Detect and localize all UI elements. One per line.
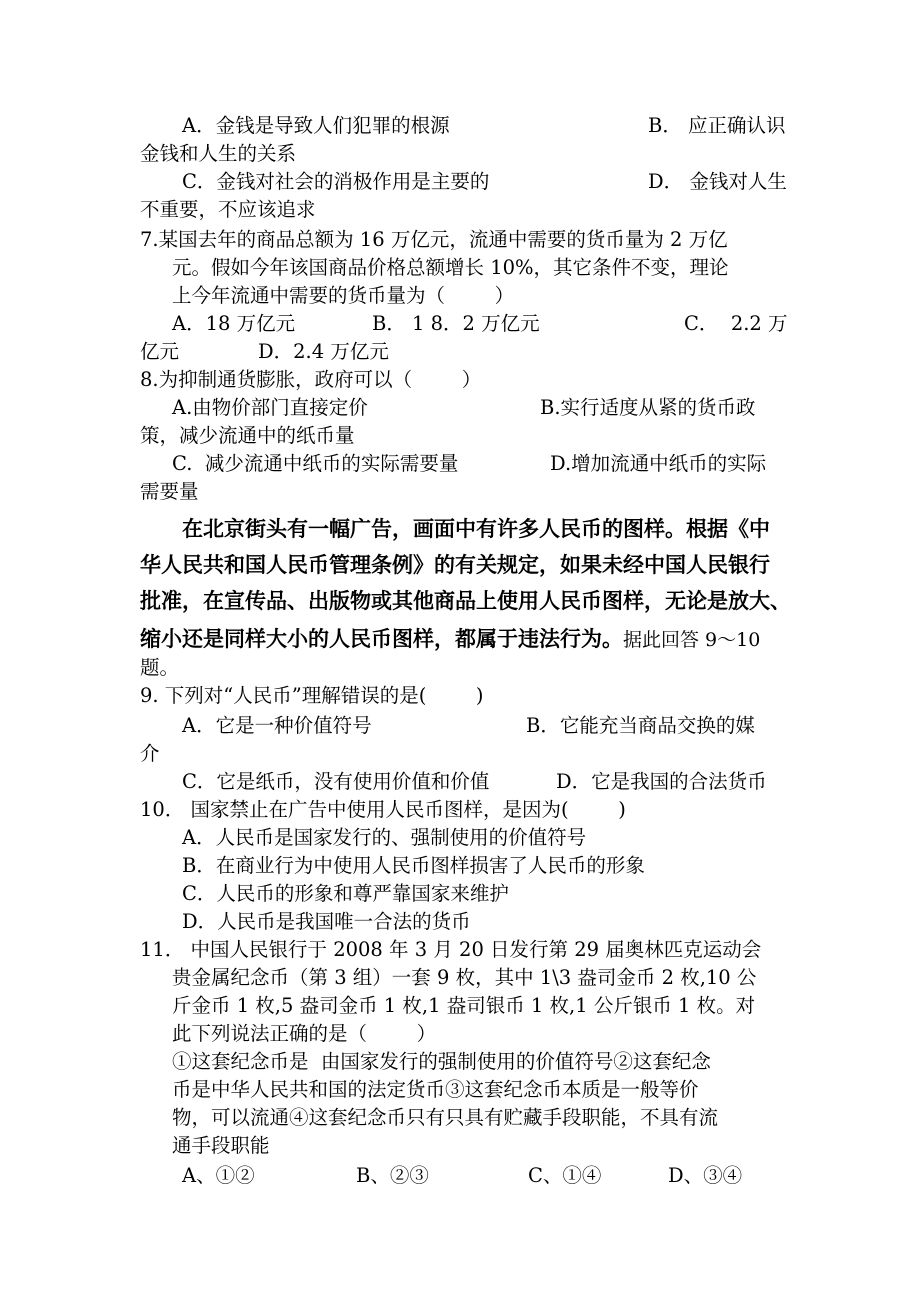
q7-stem-line2: 元。假如今年该国商品价格总额增长 10%，其它条件不变，理论 <box>172 256 729 279</box>
passage-line5: 题。 <box>140 656 180 679</box>
q11-statement-line1: ①这套纪念币是 由国家发行的强制使用的价值符号②这套纪念 <box>172 1050 711 1073</box>
q10-option-b: B．在商业行为中使用人民币图样损害了人民币的形象 <box>182 854 645 877</box>
q6-option-d: D． 金钱对人生 <box>648 170 787 193</box>
q11-stem-line2: 贵金属纪念币（第 3 组）一套 9 枚，其中 1\3 盎司金币 2 枚,10 公 <box>172 966 757 989</box>
q6-option-b-continued: 金钱和人生的关系 <box>140 142 297 165</box>
q11-option-c: C、①④ <box>528 1164 602 1187</box>
passage-line2: 华人民共和国人民币管理条例》的有关规定，如果未经中国人民银行 <box>140 553 770 577</box>
q8-option-b: B.实行适度从紧的货币政 <box>540 396 756 419</box>
q9-option-b: B．它能充当商品交换的媒 <box>526 714 755 737</box>
q7-option-c: C． 2.2 万 <box>684 312 788 335</box>
q11-option-d: D、③④ <box>668 1164 743 1187</box>
q7-option-a: A．18 万亿元 <box>172 312 296 335</box>
q8-option-d-continued: 需要量 <box>140 480 199 503</box>
q10-option-a: A．人民币是国家发行的、强制使用的价值符号 <box>182 826 587 849</box>
passage-line4-bold: 缩小还是同样大小的人民币图样，都属于违法行为。 <box>140 627 623 651</box>
passage-line1: 在北京街头有一幅广告，画面中有许多人民币的图样。根据《中 <box>182 517 770 541</box>
q11-option-a: A、①② <box>182 1164 255 1187</box>
q7-option-d: D．2.4 万亿元 <box>258 340 389 363</box>
q9-option-c: C．它是纸币，没有使用价值和价值 <box>182 770 490 793</box>
q6-option-a: A．金钱是导致人们犯罪的根源 <box>182 114 450 137</box>
q6-option-c: C．金钱对社会的消极作用是主要的 <box>182 170 490 193</box>
q6-option-d-continued: 不重要，不应该追求 <box>140 198 316 221</box>
q8-option-d: D.增加流通中纸币的实际 <box>550 452 767 475</box>
q11-stem-line3: 斤金币 1 枚,5 盎司金币 1 枚,1 盎司银币 1 枚,1 公斤银币 1 枚。对 <box>172 994 756 1017</box>
q8-option-b-continued: 策，减少流通中的纸币量 <box>140 424 355 447</box>
q11-statement-line4: 通手段职能 <box>172 1134 270 1157</box>
q10-stem: 10． 国家禁止在广告中使用人民币图样，是因为( ) <box>140 798 626 821</box>
q8-option-c: C. 减少流通中纸币的实际需要量 <box>172 452 459 475</box>
q11-statement-line2: 币是中华人民共和国的法定货币③这套纪念币本质是一般等价 <box>172 1078 699 1101</box>
q7-option-b: B． 1 8．2 万亿元 <box>372 312 540 335</box>
q6-option-b: B． 应正确认识 <box>648 114 786 137</box>
q9-stem: 9. 下列对“人民币”理解错误的是( ) <box>140 684 484 707</box>
q11-stem-line4: 此下列说法正确的是（ ） <box>172 1022 437 1045</box>
q7-stem-line1: 7.某国去年的商品总额为 16 万亿元，流通中需要的货币量为 2 万亿 <box>140 228 728 251</box>
q9-option-d: D．它是我国的合法货币 <box>556 770 767 793</box>
q8-option-a: A.由物价部门直接定价 <box>172 396 368 419</box>
passage-line4 <box>140 622 760 656</box>
q8-stem: 8.为抑制通货膨胀，政府可以（ ） <box>140 368 482 391</box>
q7-stem-line3: 上今年流通中需要的货币量为（ ） <box>172 284 515 307</box>
q11-stem-line1: 11． 中国人民银行于 2008 年 3 月 20 日发行第 29 届奥林匹克运动会 <box>140 938 762 961</box>
q9-option-b-continued: 介 <box>140 742 160 765</box>
q9-option-a: A．它是一种价值符号 <box>182 714 372 737</box>
q10-option-d: D．人民币是我国唯一合法的货币 <box>182 910 471 933</box>
passage-line3: 批准，在宣传品、出版物或其他商品上使用人民币图样，无论是放大、 <box>140 589 791 613</box>
q11-option-b: B、②③ <box>356 1164 429 1187</box>
q10-option-c: C．人民币的形象和尊严靠国家来维护 <box>182 882 509 905</box>
q11-statement-line3: 物，可以流通④这套纪念币只有只具有贮藏手段职能，不具有流 <box>172 1106 719 1129</box>
passage-line4-tail: 据此回答 9～10 <box>623 629 761 651</box>
q7-option-c-continued: 亿元 <box>140 340 180 363</box>
